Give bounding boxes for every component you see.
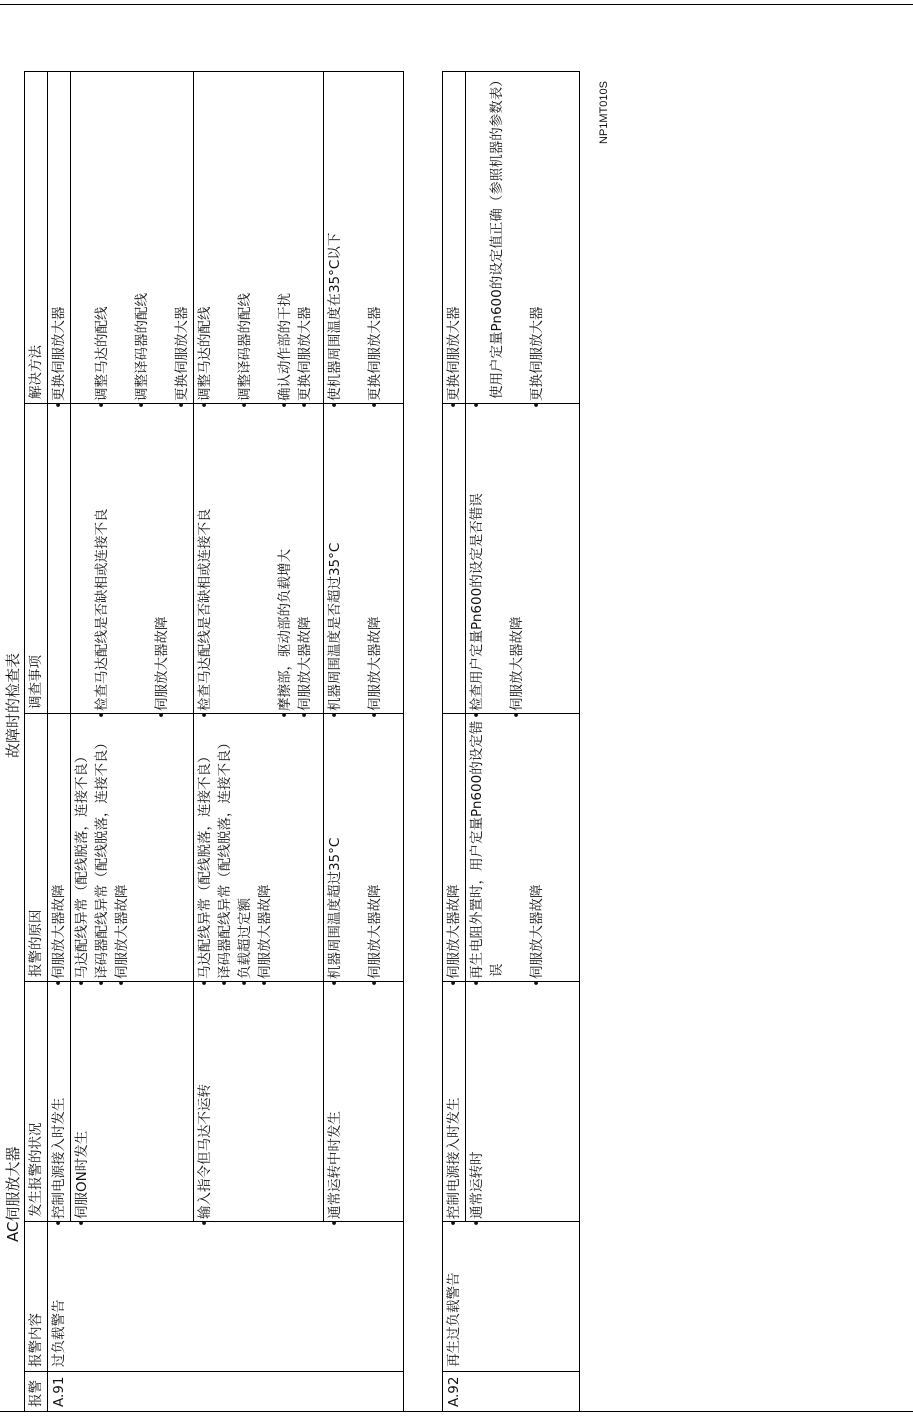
table-row bbox=[71, 72, 194, 1412]
situation-text: • 控制电源接入时发生 bbox=[446, 1098, 462, 1227]
figure-code: NP1MT010S bbox=[598, 81, 610, 144]
situation-text: • 输入指令但马达不运转 bbox=[197, 1084, 213, 1227]
check-item: • 伺服放大器故障 bbox=[507, 408, 527, 709]
solution-item: • 使机器周围温度在35°C以下 bbox=[325, 76, 345, 399]
table-row bbox=[324, 72, 404, 1412]
check-item: • 摩擦部，驱动部的负载增大 bbox=[275, 408, 295, 709]
solution-item: • 调整译码器的配线 bbox=[235, 76, 255, 399]
cause-item: • 负载超过定额 bbox=[235, 718, 255, 977]
situation-text: • 控制电源接入时发生 bbox=[51, 1098, 67, 1227]
header-alarm: 报警 bbox=[25, 1372, 48, 1412]
check-item: • 检查马达配线是否缺相或连接不良 bbox=[195, 408, 215, 709]
header-check: 调查事项 bbox=[25, 404, 48, 714]
check-item: • 检查马达配线是否缺相或连接不良 bbox=[92, 408, 112, 709]
solution-item: • 调整马达的配线 bbox=[195, 76, 215, 399]
solution-item: • 更换伺服放大器 bbox=[49, 76, 69, 399]
alarm-content: 再生过负载警告 bbox=[443, 1222, 580, 1372]
check-cell-empty bbox=[48, 404, 71, 714]
cause-item: • 译码器配线异常（配线脱落，连接不良） bbox=[215, 718, 235, 977]
cause-item: • 伺服放大器故障 bbox=[112, 718, 132, 977]
check-item: • 伺服放大器故障 bbox=[295, 408, 315, 709]
check-item: • 检查用户定量Pn600的设定是否错误 bbox=[467, 408, 487, 709]
header-situation: 发生报警的状况 bbox=[25, 982, 48, 1222]
cause-item: • 马达配线异常（配线脱落，连接不良） bbox=[72, 718, 92, 977]
solution-item: • 更换伺服放大器 bbox=[444, 76, 464, 399]
solution-item: • 调整译码器的配线 bbox=[132, 76, 152, 399]
cause-item: • 机器周围温度超过35°C bbox=[325, 718, 345, 977]
header-content: 报警内容 bbox=[25, 1222, 48, 1372]
situation-text: • 伺服ON时发生 bbox=[74, 1131, 90, 1227]
solution-item: • 更换伺服放大器 bbox=[365, 76, 385, 399]
header-solution: 解决方法 bbox=[25, 72, 48, 404]
cause-item: • 译码器配线异常（配线脱落，连接不良） bbox=[92, 718, 112, 977]
alarm-content: 过负载警告 bbox=[48, 1222, 404, 1372]
cause-item: • 马达配线异常（配线脱落，连接不良） bbox=[195, 718, 215, 977]
table-row bbox=[194, 72, 324, 1412]
solution-item: • 使用户定量Pn600的设定值正确（参照机器的参数表） bbox=[467, 76, 507, 399]
check-item: • 机器周围温度是否超过35°C bbox=[325, 408, 345, 709]
solution-item: • 更换伺服放大器 bbox=[172, 76, 192, 399]
check-cell-empty bbox=[443, 404, 466, 714]
solution-item: • 调整马达的配线 bbox=[92, 76, 112, 399]
table-row bbox=[466, 72, 580, 1412]
table-row bbox=[443, 72, 466, 1412]
cause-item: • 伺服放大器故障 bbox=[255, 718, 275, 977]
cause-item: • 伺服放大器故障 bbox=[49, 718, 69, 977]
check-item: • 伺服放大器故障 bbox=[365, 408, 385, 709]
alarm-code: A.92 bbox=[443, 1372, 580, 1412]
situation-text: • 通常运转中时发生 bbox=[327, 1111, 343, 1227]
solution-item: • 更换伺服放大器 bbox=[527, 76, 547, 399]
situation-text: • 通常运转时 bbox=[469, 1152, 485, 1227]
cause-item: • 伺服放大器故障 bbox=[527, 718, 547, 977]
cause-item: • 再生电阻外置时，用户定量Pn600的设定错误 bbox=[467, 718, 507, 977]
a92-check-table bbox=[442, 71, 580, 1412]
table-row bbox=[48, 72, 71, 1412]
table-title: 故障时的检查表 bbox=[4, 652, 22, 758]
header-cause: 报警的原因 bbox=[25, 714, 48, 982]
header-title: AC伺服放大器 bbox=[4, 1146, 22, 1242]
check-item: • 伺服放大器故障 bbox=[152, 408, 172, 709]
solution-item: • 更换伺服放大器 bbox=[295, 76, 315, 399]
cause-item: • 伺服放大器故障 bbox=[444, 718, 464, 977]
alarm-code: A.91 bbox=[48, 1372, 404, 1412]
cause-item: • 伺服放大器故障 bbox=[365, 718, 385, 977]
a91-check-table bbox=[24, 71, 404, 1412]
header-row bbox=[25, 72, 48, 1412]
solution-item: • 确认动作部的干扰 bbox=[275, 76, 295, 399]
